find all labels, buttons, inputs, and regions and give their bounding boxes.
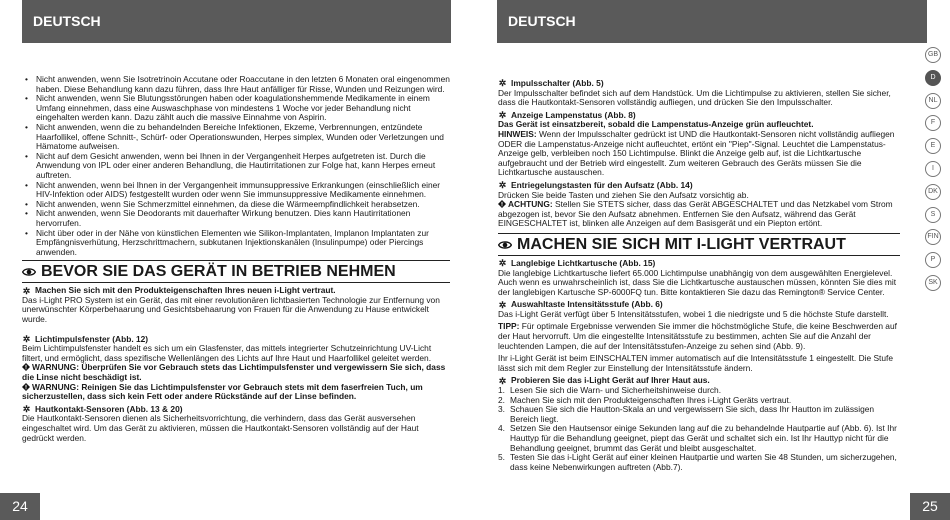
attention-text: Stellen Sie STETS sicher, dass das Gerät ABGESCHALTET und das Netzkabel vom Strom abgezogen ist, bevor Sie den Aufsatz abnehmen. Entfernen Sie den Aufsatz, während das Gerät EINGESCHALTET ist, blinken alle Anzeigen auf dem Basisgerät und ein Piepton ertönt. [498, 199, 893, 229]
attention-label: ACHTUNG: [508, 199, 553, 210]
left-language-header: DEUTSCH [22, 0, 451, 43]
subheading-text: Machen Sie sich mit den Produkteigenschaften Ihres neuen i-Light vertraut. [35, 285, 336, 296]
paragraph: Drücken Sie beide Tasten und ziehen Sie den Aufsatz vorsichtig ab. [498, 189, 749, 200]
tip-label: TIPP: [498, 321, 520, 332]
paragraph: Die Hautkontakt-Sensoren dienen als Sicherheitsvorrichtung, die verhindern, dass das Gerät ausversehen eingeschaltet wird. Um das Gerät zu aktivieren, müssen die Hautkontakt-Sensoren vollständig auf der Haut gedrückt werden. [22, 413, 419, 443]
language-tab-e[interactable]: E [925, 138, 941, 154]
hint-text: Wenn der Impulsschalter gedrückt ist UND die Hautkontakt-Sensoren nicht vollständig aufliegen ODER die Lampenstatus-Anzeige nicht aufleuchtet, ertönt ein "Piep"-Signal. Leuchtet die Lampenstatus-Anzeige gelb, verbleiben noch 150 Lichtimpulse. Blinkt die Anzeige gelb auf, ist die Lichtkartusche aufgebraucht und der Betrieb wird eingestellt. Zum weiteren Gebrauch des Geräts müssen Sie die Lichtkartusche austauschen. [498, 128, 895, 178]
tip-text: Für optimale Ergebnisse verwenden Sie immer die höchstmögliche Stufe, die keine Beschwerden auf der Haut hervorruft. Um die eingestellte Intensitätsstufe zu bestimmen, achten Sie auf die Anzahl der leuchtenden Lampen, die auf der Intensitätsstufen-Anzeige zu sehen sind (Abb. 9). [498, 321, 897, 351]
list-item: • Nicht über oder in der Nähe von künstlichen Elementen wie Silikon-Implantaten, Implanon Implantaten zur Empfängnisverhütung, Herzschrittmachern, subkutanen Injektionskanälen (Insulinpumpe) oder Piercings anwenden. [22, 229, 450, 258]
language-tab-p[interactable]: P [925, 252, 941, 268]
subheading-text: Lichtimpulsfenster (Abb. 12) [35, 333, 149, 344]
warning-text [22, 383, 450, 402]
subheading-text: Entriegelungstasten für den Aufsatz (Abb. 14) [511, 179, 693, 190]
warning-icon [498, 200, 506, 208]
list-item: • Nicht anwenden, wenn bei Ihnen in der Vergangenheit immunsuppressive Erkrankungen (einschließlich einer HIV-Infektion oder AIDS) festgestellt wurden oder wenn Sie immunsuppressive Medikamente einnehmen. [22, 181, 450, 200]
section-title-text: BEVOR SIE DAS GERÄT IN BETRIEB NEHMEN [41, 263, 396, 281]
attention-paragraph [498, 200, 900, 229]
star-icon: ✲ [498, 78, 507, 89]
star-icon: ✲ [498, 299, 507, 310]
star-icon: ✲ [498, 375, 507, 386]
paragraph: Das Gerät ist einsatzbereit, sobald die Lampenstatus-Anzeige grün aufleuchtet. [498, 119, 814, 130]
subheading-text: Anzeige Lampenstatus (Abb. 8) [511, 109, 636, 120]
warning-text-2: WARNUNG: Reinigen Sie das Lichtimpulsfenster vor Gebrauch stets mit dem faserfreien Tuch, um sicherzustellen, dass sich kein Fett oder andere Rückstände auf der Linse befinden. [22, 381, 423, 402]
warning-icon [22, 363, 30, 371]
language-tab-fin[interactable]: FIN [925, 229, 941, 245]
eye-icon [22, 265, 36, 279]
step-number: 1. [498, 385, 505, 396]
subheading-text: Probieren Sie das i-Light Gerät auf Ihrer Haut aus. [511, 375, 710, 386]
star-icon: ✲ [22, 285, 31, 296]
tip-paragraph [498, 322, 900, 351]
subheading-text: Hautkontakt-Sensoren (Abb. 13 & 20) [35, 403, 183, 414]
list-item: • Nicht anwenden, wenn die zu behandelnden Bereiche Infektionen, Ekzeme, Verbrennungen, entzündete Haarfollikel, offene Schnitt-, Schürf- oder Operationswunden, Herpes simplex, Wunden oder Verletzungen und Hämatome aufweisen. [22, 123, 450, 152]
language-tab-i[interactable]: I [925, 161, 941, 177]
step-number: 2. [498, 394, 505, 405]
subheading-text: Auswahltaste Intensitätsstufe (Abb. 6) [511, 299, 663, 310]
paragraph: Das i-Light Gerät verfügt über 5 Intensitätsstufen, wobei 1 die niedrigste und 5 die höchste Stufe darstellt. [498, 308, 889, 319]
step-text: Schauen Sie sich die Hautton-Skala an und vergewissern Sie sich, dass Ihr Hautton im zulässigen Bereich liegt. [510, 404, 875, 424]
paragraph: Beim Lichtimpulsfenster handelt es sich um ein Glasfenster, das mittels integrierter Schutzeinrichtung UV-Licht filtert, und ermöglicht, dass spezifische Wellenlängen des Lichts auf Ihre Haut und Haarfollikel geleitet werden. [22, 343, 432, 363]
step-text: Machen Sie sich mit den Produkteigenschaften Ihres i-Light Geräts vertraut. [510, 394, 792, 405]
list-item: • Nicht auf dem Gesicht anwenden, wenn bei Ihnen in der Vergangenheit Herpes aufgetreten ist. Durch die Anwendung von IPL oder einer anderen Behandlung, die Hautirritationen zur Folge hat, kann Herpes erneut auftreten. [22, 152, 450, 181]
hint-label: HINWEIS: [498, 128, 537, 139]
subheading-text: Impulsschalter (Abb. 5) [511, 78, 604, 88]
language-tab-s[interactable]: S [925, 207, 941, 223]
page-number-left: 24 [0, 493, 40, 520]
eye-icon [498, 238, 512, 252]
paragraph: Der Impulsschalter befindet sich auf dem Handstück. Um die Lichtimpulse zu aktivieren, stellen Sie sicher, dass die Hautkontakt-Sensoren vollständig aufliegen, und drücken Sie den Impulsschalter. [498, 87, 891, 108]
language-tab-nl[interactable]: NL [925, 93, 941, 109]
warning-text [22, 363, 450, 382]
page-number-right: 25 [910, 493, 950, 520]
paragraph: Das i-Light PRO System ist ein Gerät, das mit einer revolutionären lichtbasierten Technologie zur Entfernung von unerwünschter Körperbehaarung und Gesichtsbehaarung von Frauen für die Anwendung zu Hause entwickelt wurde. [22, 294, 440, 325]
language-tab-f[interactable]: F [925, 115, 941, 131]
list-item [498, 424, 900, 453]
paragraph: Die langlebige Lichtkartusche liefert 65.000 Lichtimpulse unabhängig von dem ausgewählten Energielevel. Auch wenn es unwahrscheinlich ist, dass Sie die Lichtkartusche austauschen müssen, könnten Sie dies mit der langlebigen Kartusche SP-6000FQ tun. Bitte kontaktieren Sie dazu das Remington® Service Center. [498, 267, 897, 297]
step-number: 3. [498, 404, 505, 415]
warning-text-1: WARNUNG: Überprüfen Sie vor Gebrauch stets das Lichtimpulsfenster und vergewissern Sie sich, dass die Linse nicht beschädigt ist. [22, 362, 446, 383]
paragraph: Ihr i-Light Gerät ist beim EINSCHALTEN immer automatisch auf die Intensitätsstufe 1 eingestellt. Die Stufe lässt sich mit dem Regler zur Einstellung der Intensitätsstufe ändern. [498, 353, 894, 373]
star-icon: ✲ [498, 258, 507, 269]
test-steps-list [498, 386, 900, 472]
list-item: • Nicht anwenden, wenn Sie Deodorants mit dauerhafter Wirkung benutzen. Dies kann Hautirritationen hervorrufen. [22, 209, 450, 228]
language-tabs [924, 47, 942, 298]
list-item: • Nicht anwenden, wenn Sie Isotretrinoin Accutane oder Roaccutane in den letzten 6 Monaten oral eingenommen haben. Diese Behandlung kann dazu führen, dass Ihre Haut anfälliger für Risse, Wunden und Reizungen wird. [22, 75, 450, 94]
contraindication-list [22, 75, 450, 257]
language-tab-dk[interactable]: DK [925, 184, 941, 200]
language-tab-sk[interactable]: SK [925, 275, 941, 291]
left-column [22, 75, 450, 443]
hint-paragraph [498, 130, 900, 178]
step-text: Lesen Sie sich die Warn- und Sicherheitshinweise durch. [510, 385, 722, 396]
list-item: • Nicht anwenden, wenn Sie Blutungsstörungen haben oder koagulationshemmende Medikamente in einem Umfang einnehmen, dass eine Auswaschphase von mindestens 1 Woche vor jeder Behandlung nicht eingehalten werden kann. Dazu zählt auch die massive Einnahme von Aspirin. [22, 94, 450, 123]
language-tab-gb[interactable]: GB [925, 47, 941, 63]
step-number: 5. [498, 452, 505, 463]
right-page [480, 0, 950, 520]
step-number: 4. [498, 423, 505, 434]
step-text: Setzen Sie den Hautsensor einige Sekunden lang auf die zu behandelnde Hautpartie auf (Abb. 6). Ist Ihr Hauttyp für die Behandlung geeignet, piept das Gerät und schaltet sich ein. Ist Ihr Hauttyp nicht für die Behandlung geeignet, brummt das Gerät und bleibt ausgeschaltet. [510, 423, 897, 453]
star-icon: ✲ [22, 333, 31, 344]
section-title-text: MACHEN SIE SICH MIT I-LIGHT VERTRAUT [517, 235, 846, 253]
list-item: • Nicht anwenden, wenn Sie Schmerzmittel einnehmen, da diese die Wärmeempfindlichkeit herabsetzen. [22, 200, 450, 210]
language-tab-d[interactable]: D [925, 70, 941, 86]
list-item [498, 405, 900, 424]
list-item [498, 453, 900, 472]
left-page [0, 0, 470, 520]
section-title-get-to-know [498, 233, 900, 256]
warning-icon [22, 383, 30, 391]
star-icon: ✲ [498, 110, 507, 121]
subheading-text: Langlebige Lichtkartusche (Abb. 15) [511, 257, 656, 268]
star-icon: ✲ [22, 404, 31, 415]
right-language-header: DEUTSCH [497, 0, 927, 43]
section-title-before-use [22, 260, 450, 283]
right-column [498, 79, 900, 472]
star-icon: ✲ [498, 180, 507, 191]
step-text: Testen Sie das i-Light Gerät auf einer kleinen Hautpartie und warten Sie 48 Stunden, um sicherzugehen, dass keine Nebenwirkungen auftreten (Abb.7). [510, 452, 897, 472]
